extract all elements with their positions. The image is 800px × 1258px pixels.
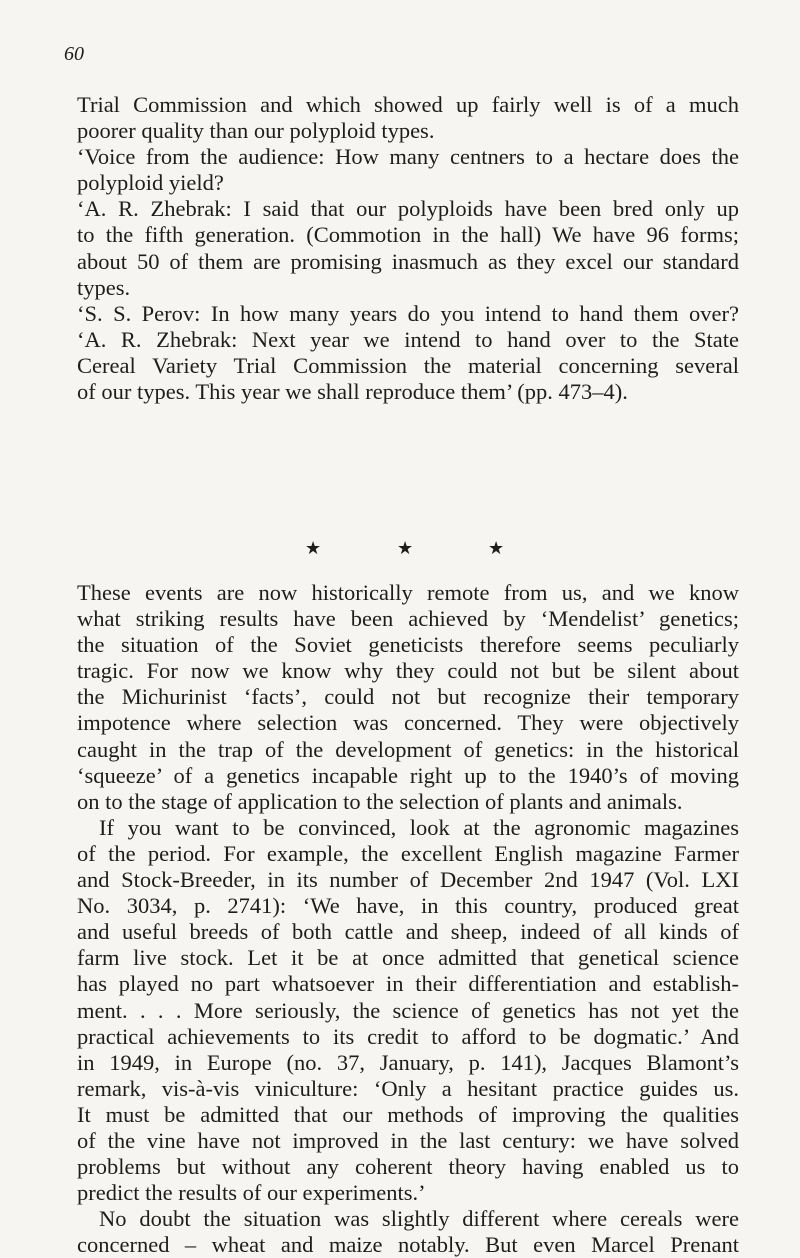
page-number: 60 (64, 43, 84, 65)
text-line: has played no part whatsoever in their differentiation and establish- (77, 971, 739, 997)
text-line: ‘A. R. Zhebrak: I said that our polyploids have been bred only up (77, 196, 739, 222)
text-line: and useful breeds of both cattle and sheep, indeed of all kinds of (77, 919, 739, 945)
text-line: the situation of the Soviet geneticists therefore seems peculiarly (77, 632, 739, 658)
star-icon: ★ (397, 538, 414, 558)
text-line: ‘squeeze’ of a genetics incapable right up to the 1940’s of moving (77, 762, 739, 788)
text-line: ‘S. S. Perov: In how many years do you intend to hand them over? (77, 300, 739, 326)
text-line: impotence where selection was concerned. They were objectively (77, 710, 739, 736)
text-line: practical achievements to its credit to afford to be dogmatic.’ And (77, 1023, 739, 1049)
text-line: about 50 of them are promising inasmuch as they excel our standard (77, 248, 739, 274)
section-separator (77, 535, 739, 561)
text-line: and Stock-Breeder, in its number of December 2nd 1947 (Vol. LXI (77, 867, 739, 893)
text-line: caught in the trap of the development of genetics: in the historical (77, 736, 739, 762)
text-line: It must be admitted that our methods of improving the qualities (77, 1101, 739, 1127)
text-line: predict the results of our experiments.’ (77, 1180, 426, 1206)
text-line: in 1949, in Europe (no. 37, January, p. 141), Jacques Blamont’s (77, 1049, 739, 1075)
text-line: These events are now historically remote from us, and we know (77, 580, 739, 605)
transcript-excerpt (77, 92, 739, 405)
body-text (77, 92, 739, 1258)
text-line: farm live stock. Let it be at once admitted that genetical science (77, 945, 739, 971)
text-line: of the vine have not improved in the last century: we have solved (77, 1127, 739, 1153)
star-icon: ★ (305, 538, 322, 558)
text-line: No. 3034, p. 2741): ‘We have, in this country, produced great (77, 893, 739, 919)
text-line: ment. . . . More seriously, the science of genetics has not yet the (77, 997, 739, 1023)
text-line: what striking results have been achieved by ‘Mendelist’ genetics; (77, 606, 739, 632)
text-line: remark, vis-à-vis viniculture: ‘Only a hesitant practice guides us. (77, 1075, 739, 1101)
text-line: types. (77, 274, 131, 300)
text-line: of the period. For example, the excellent English magazine Farmer (77, 840, 739, 866)
essay-paragraphs (77, 580, 739, 1258)
text-line: ‘A. R. Zhebrak: Next year we intend to hand over to the State (77, 326, 739, 352)
text-line: tragic. For now we know why they could not but be silent about (77, 658, 739, 684)
text-line: of our types. This year we shall reproduce them’ (pp. 473–4). (77, 379, 628, 405)
text-line: on to the stage of application to the selection of plants and animals. (77, 788, 683, 814)
text-line: No doubt the situation was slightly different where cereals were (99, 1206, 739, 1232)
star-icon: ★ (488, 538, 505, 558)
text-line: Cereal Variety Trial Commission the material concerning several (77, 352, 739, 378)
text-line: problems but without any coherent theory having enabled us to (77, 1154, 739, 1180)
text-line: to the fifth generation. (Commotion in the hall) We have 96 forms; (77, 222, 739, 248)
text-line: ‘Voice from the audience: How many centners to a hectare does the (77, 144, 739, 170)
text-line: Trial Commission and which showed up fairly well is of a much (77, 92, 739, 117)
text-line: concerned – wheat and maize notably. But even Marcel Prenant (77, 1232, 739, 1258)
text-line: If you want to be convinced, look at the agronomic magazines (99, 814, 739, 840)
text-line: poorer quality than our polyploid types. (77, 118, 435, 144)
text-line: polyploid yield? (77, 170, 224, 196)
text-line: the Michurinist ‘facts’, could not but recognize their temporary (77, 684, 739, 710)
